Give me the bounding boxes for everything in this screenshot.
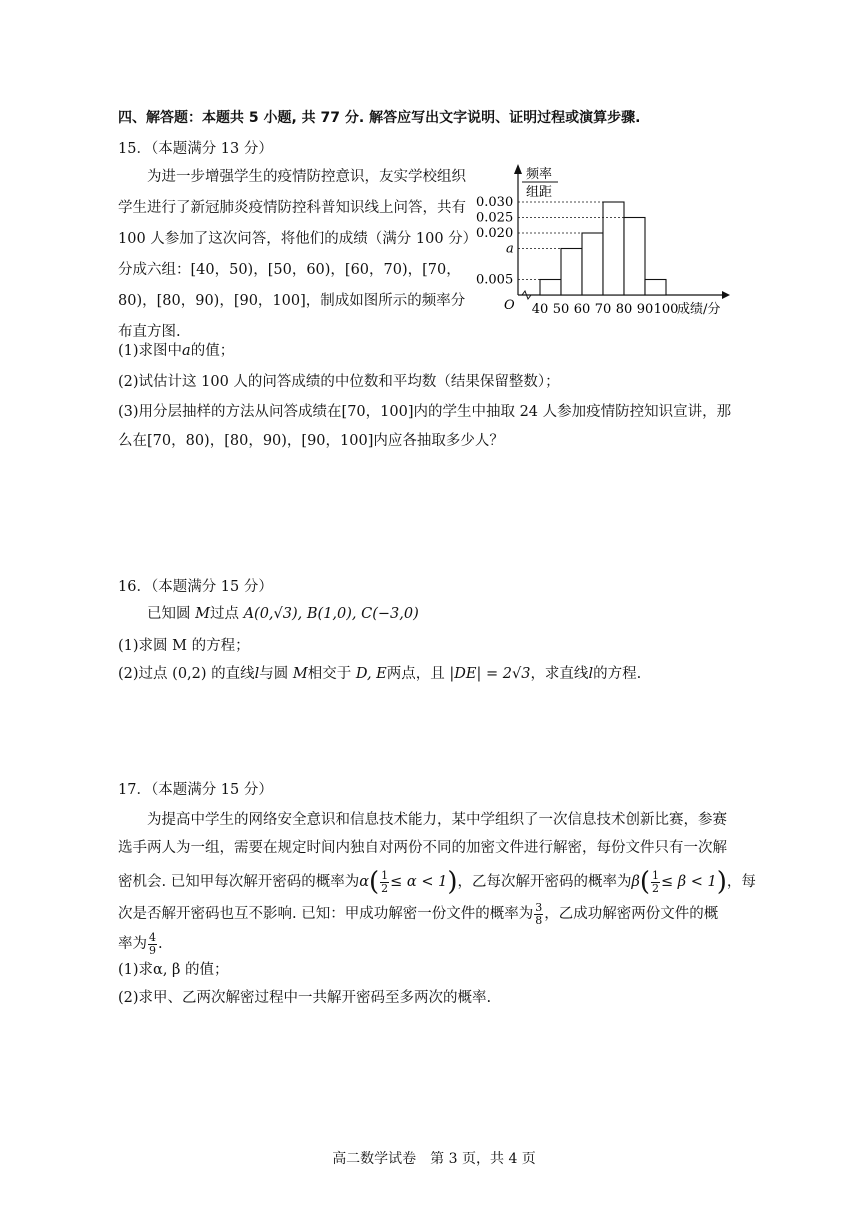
- page-footer: 高二数学试卷 第 3 页，共 4 页: [332, 1151, 536, 1167]
- q17-line1: 为提高中学生的网络安全意识和信息技术能力，某中学组织了一次信息技术创新比赛，参赛: [147, 812, 727, 828]
- q17-line4-a: 次是否解开密码也互不影响. 已知：甲成功解密一份文件的概率为: [118, 906, 534, 922]
- q15-paragraph: 为进一步增强学生的疫情防控意识，友实学校组织学生进行了新冠肺炎疫情防控科普知识线上问答，共有 100 人参加了这次问答，将他们的成绩（满分 100 分）分成六组：[40，50)，[50，60)，[60，70)，[70，80)，[80，90)，[90，100]，制成如图所示的频率分布直方图.: [118, 169, 478, 340]
- q15-part1-suffix: 的值；: [190, 343, 235, 359]
- q17-half-fraction-a: [380, 870, 389, 895]
- q17-fraction-4-9: [148, 932, 157, 957]
- q17-line4-b: ，乙成功解密两份文件的概: [544, 906, 719, 922]
- q16-part2: [118, 664, 641, 685]
- histogram-bar: [561, 249, 582, 296]
- q17-p1-den: 8: [535, 913, 543, 927]
- q17-header: 17．（本题满分 15 分）: [118, 782, 273, 798]
- origin-label: O: [504, 298, 515, 313]
- q17-alpha: α: [359, 874, 370, 890]
- x-tick-label: 100: [653, 302, 679, 317]
- x-axis-arrow: [722, 291, 730, 299]
- q17-line3: 密机会. 已知甲每次解开密码的概率为α( $\frac{1}{2}$ ≤ α < 1)，乙每次解开密码的概率为β( $\frac{1}{2}$ ≤ β < 1)，每: [118, 867, 756, 897]
- q16-part1: (1)求圆 M 的方程；: [118, 638, 250, 654]
- q16-circle-name: M: [195, 606, 210, 622]
- q15-part1-prefix: (1)求图中: [118, 343, 183, 359]
- y-axis-arrow: [514, 164, 522, 174]
- q17-half-num-a: 1: [381, 868, 389, 882]
- q16-circle-M: M: [292, 666, 308, 682]
- q17-half-fraction-b: [651, 870, 660, 895]
- q17-half-num-b: 1: [652, 868, 660, 882]
- section-heading: 四、解答题：本题共 5 小题, 共 77 分. 解答应写出文字说明、证明过程或演算步骤.: [118, 110, 641, 126]
- y-tick-label: 0.020: [476, 226, 514, 241]
- y-tick-label: 0.030: [476, 195, 514, 210]
- y-tick-label: 0.005: [476, 272, 514, 288]
- q17-cond-beta: ≤ β < 1: [661, 874, 717, 890]
- q16-part2-e: 两点，且: [386, 666, 445, 682]
- q17-line3-c: ，每: [726, 874, 756, 890]
- x-tick-label: 80: [615, 302, 633, 317]
- q17-half-den-a: 2: [381, 881, 389, 895]
- q16-part2-c: 与圆: [259, 666, 289, 682]
- q17-fraction-3-8: [534, 902, 543, 927]
- q15-part1: [118, 341, 234, 362]
- q17-p2-den: 9: [149, 943, 156, 957]
- q16-given-prefix: 已知圆: [147, 606, 191, 622]
- q17-half-den-b: 2: [652, 881, 660, 895]
- q17-line4: [118, 898, 718, 930]
- q16-part2-g: 的方程.: [593, 666, 642, 682]
- x-tick-label: 50: [552, 302, 570, 317]
- x-tick-label: 90: [636, 302, 654, 317]
- q16-equation: |DE| = 2√3: [449, 666, 531, 682]
- y-tick-label: a: [506, 241, 514, 257]
- q16-points: A(0,√3), B(1,0), C(−3,0): [243, 606, 419, 622]
- q16-part2-d: 相交于: [307, 666, 352, 682]
- frequency-histogram: [470, 158, 740, 328]
- q16-given: [118, 604, 419, 625]
- q15-part3-line2: 么在[70，80)，[80，90)，[90，100]内应各抽取多少人？: [118, 433, 504, 449]
- q15-part2: (2)试估计这 100 人的问答成绩的中位数和平均数（结果保留整数）；: [118, 374, 560, 390]
- y-label-bottom: 组距: [526, 185, 553, 200]
- q17-part1: (1)求α, β 的值；: [118, 962, 229, 978]
- q16-line-l2: l: [588, 666, 594, 682]
- y-label-top: 频率: [526, 167, 553, 182]
- q17-line3-b: ，乙每次解开密码的概率为: [457, 874, 632, 890]
- histogram-bar: [624, 218, 645, 296]
- x-tick-label: 40: [531, 302, 549, 317]
- q16-part2-b: 的直线: [211, 666, 255, 682]
- q16-line-l: l: [254, 666, 260, 682]
- q17-line5-b: .: [158, 936, 163, 952]
- q17-line5: [118, 928, 163, 960]
- q17-p2-num: 4: [149, 930, 156, 944]
- q17-line2: 选手两人为一组，需要在规定时间内独自对两份不同的加密文件进行解密，每份文件只有一次解: [118, 840, 727, 856]
- q15-header: 15．（本题满分 13 分）: [118, 141, 273, 157]
- q15-part3-line1: (3)用分层抽样的方法从问答成绩在[70，100]内的学生中抽取 24 人参加疫情防控知识宣讲，那: [118, 404, 732, 420]
- q17-beta: β: [631, 874, 640, 890]
- q15-var-a: a: [182, 343, 191, 359]
- q16-part2-f: ，求直线: [530, 666, 589, 682]
- q17-p1-num: 3: [535, 900, 543, 914]
- x-tick-label: 60: [573, 302, 591, 317]
- q16-part2-a: (2)过点: [118, 666, 168, 682]
- histogram-bar: [582, 233, 603, 295]
- histogram-bar: [603, 202, 624, 295]
- q17-line3-a: 密机会. 已知甲每次解开密码的概率为: [118, 874, 360, 890]
- q16-part2-point: (0,2): [172, 666, 207, 682]
- q16-header: 16．（本题满分 15 分）: [118, 579, 273, 595]
- x-axis-label: 成绩/分: [677, 302, 721, 317]
- y-tick-label: 0.025: [476, 210, 514, 226]
- q17-cond-alpha: ≤ α < 1: [390, 874, 448, 890]
- q16-given-mid: 过点: [209, 606, 239, 622]
- x-tick-label: 70: [594, 302, 612, 317]
- q17-part2: (2)求甲、乙两次解密过程中一共解开密码至多两次的概率.: [118, 990, 492, 1006]
- q16-points-DE: D, E: [355, 666, 387, 682]
- histogram-bar: [540, 280, 561, 296]
- q17-line5-a: 率为: [118, 936, 147, 952]
- histogram-bar: [645, 280, 666, 296]
